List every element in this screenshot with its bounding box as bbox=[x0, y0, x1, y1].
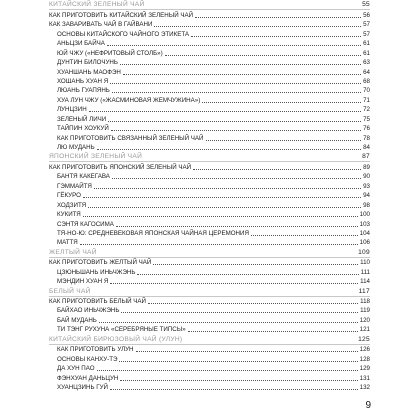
toc-entry-page: 89 bbox=[363, 163, 370, 171]
toc-entry-title: КАК ПРИГОТОВИТЬ СВЯЗАННЫЙ ЗЕЛЕНЫЙ ЧАЙ bbox=[57, 134, 204, 142]
toc-entry-title: КАК ЗАВАРИВАТЬ ЧАЙ В ГАЙВАНИ bbox=[49, 21, 153, 29]
toc-entry-title: ОСНОВЫ КИТАЙСКОГО ЧАЙНОГО ЭТИКЕТА bbox=[57, 30, 190, 38]
toc-entry-title: ТЯ-НО-Ю: СРЕДНЕВЕКОВАЯ ЯПОНСКАЯ ЧАЙНАЯ ЦЕРЕМОНИЯ bbox=[57, 229, 249, 237]
toc-entry[interactable] bbox=[49, 105, 370, 114]
page-number: 9 bbox=[365, 400, 371, 411]
toc-entry[interactable] bbox=[49, 306, 370, 315]
dot-leader bbox=[251, 235, 358, 236]
toc-entry-page: 120 bbox=[359, 316, 370, 324]
toc-entry-title: ГЭММАЙТЯ bbox=[57, 182, 92, 190]
dot-leader bbox=[116, 226, 358, 227]
toc-entry-title: КАК ПРИГОТОВИТЬ ЯПОНСКИЙ ЗЕЛЕНЫЙ ЧАЙ bbox=[49, 163, 192, 171]
table-of-contents bbox=[49, 0, 370, 392]
toc-entry-page: 84 bbox=[363, 144, 370, 151]
toc-entry-title: ХОШАНЬ ХУАН Я bbox=[57, 77, 109, 85]
toc-entry-title: КАК ПРИГОТОВИТЬ БЕЛЫЙ ЧАЙ bbox=[49, 298, 146, 305]
toc-entry[interactable] bbox=[49, 325, 370, 334]
dot-leader bbox=[191, 36, 361, 37]
toc-entry-title: МЭНДИН ХУАН Я bbox=[57, 278, 109, 286]
toc-entry[interactable] bbox=[49, 162, 370, 171]
dot-leader bbox=[188, 331, 358, 332]
toc-entry[interactable] bbox=[49, 219, 370, 228]
toc-entry-title: ЖЕЛТЫЙ ЧАЙ bbox=[49, 248, 97, 256]
toc-entry-page: 111 bbox=[360, 268, 370, 276]
toc-entry-page: 110 bbox=[360, 259, 370, 267]
toc-entry[interactable] bbox=[49, 373, 370, 382]
toc-entry[interactable] bbox=[49, 277, 370, 286]
toc-entry-page: 70 bbox=[363, 87, 370, 95]
toc-entry-title: БАНТЯ КАКЕГАВА bbox=[57, 173, 110, 181]
toc-entry-page: 55 bbox=[362, 1, 370, 9]
toc-entry-page: 63 bbox=[363, 59, 370, 67]
toc-entry[interactable] bbox=[49, 48, 370, 57]
toc-entry[interactable] bbox=[49, 345, 370, 354]
toc-entry[interactable] bbox=[49, 124, 370, 133]
toc-entry[interactable] bbox=[49, 20, 370, 29]
toc-entry-title: ЛУНЦЗИН bbox=[57, 106, 87, 114]
toc-entry-title: ЛЮ МУДАНЬ bbox=[57, 144, 95, 151]
toc-entry-page: 94 bbox=[363, 192, 370, 200]
toc-entry[interactable] bbox=[49, 29, 370, 38]
dot-leader bbox=[136, 351, 358, 352]
toc-entry[interactable] bbox=[49, 315, 370, 324]
toc-entry-title: ХУА ЛУН ЧЖУ («ЖАСМИНОВАЯ ЖЕМЧУЖИНА») bbox=[57, 96, 201, 104]
toc-entry-page: 56 bbox=[363, 11, 370, 19]
toc-entry-page: 128 bbox=[359, 355, 370, 363]
toc-entry-title: ТИ ТЭНГ РУХУНА «СЕРЕБРЯНЫЕ ТИПСЫ» bbox=[57, 326, 186, 334]
dot-leader bbox=[120, 380, 357, 381]
dot-leader bbox=[110, 389, 358, 390]
toc-entry-page: 71 bbox=[363, 96, 370, 104]
dot-leader bbox=[99, 322, 358, 323]
toc-entry-page: 76 bbox=[363, 125, 370, 133]
toc-entry-page: 131 bbox=[359, 374, 370, 382]
toc-entry-page: 78 bbox=[363, 134, 370, 142]
dot-leader bbox=[108, 121, 361, 122]
toc-entry-page: 98 bbox=[363, 201, 370, 209]
toc-entry-title: ОСНОВЫ КАНХУ-ТЭ bbox=[57, 355, 118, 363]
toc-entry-title: ХУАНШАНЬ МАОФЭН bbox=[57, 68, 121, 76]
toc-entry[interactable] bbox=[49, 238, 370, 247]
toc-entry-title: АНЬЦЗИ БАЙЧА bbox=[57, 40, 105, 48]
dot-leader bbox=[110, 283, 358, 284]
toc-entry-title: ФЭНХУАН ДАНЬЦУН bbox=[57, 374, 119, 382]
dot-leader bbox=[119, 361, 357, 362]
toc-entry-title: ДА ХУН ПАО bbox=[57, 365, 95, 373]
toc-entry-page: 100 bbox=[359, 211, 370, 219]
dot-leader bbox=[137, 274, 358, 275]
toc-entry[interactable] bbox=[49, 67, 370, 76]
toc-entry-title: БАЙХАО ИНЬЧЖЭНЬ bbox=[57, 307, 120, 315]
toc-entry[interactable] bbox=[49, 191, 370, 200]
toc-entry-title: ГЁКУРО bbox=[57, 192, 81, 200]
toc-entry[interactable] bbox=[49, 95, 370, 104]
toc-entry-page: 126 bbox=[359, 346, 370, 354]
toc-entry-title: КИТАЙСКИЙ ЗЕЛЕНЫЙ ЧАЙ bbox=[49, 1, 145, 9]
toc-entry-page: 64 bbox=[363, 68, 370, 76]
dot-leader bbox=[112, 92, 361, 93]
toc-entry[interactable] bbox=[49, 383, 370, 392]
toc-entry[interactable] bbox=[49, 210, 370, 219]
toc-entry[interactable] bbox=[49, 114, 370, 123]
toc-entry-title: БАЙ МУДАНЬ bbox=[57, 316, 97, 324]
dot-leader bbox=[202, 102, 361, 103]
dot-leader bbox=[153, 264, 358, 265]
toc-entry[interactable] bbox=[49, 364, 370, 373]
toc-entry[interactable] bbox=[49, 86, 370, 95]
toc-entry-page: 68 bbox=[363, 77, 370, 85]
dot-leader bbox=[154, 26, 361, 27]
toc-entry-title: ТАЙПИН ХОУКУЙ bbox=[57, 125, 109, 133]
toc-entry-page: 61 bbox=[363, 40, 370, 48]
toc-entry-title: КАК ПРИГОТОВИТЬ ЖЕЛТЫЙ ЧАЙ bbox=[49, 259, 152, 267]
dot-leader bbox=[107, 45, 361, 46]
toc-entry[interactable] bbox=[49, 39, 370, 48]
dot-leader bbox=[97, 370, 358, 371]
dot-leader bbox=[195, 17, 361, 18]
toc-entry-page: 90 bbox=[363, 173, 370, 181]
toc-section-heading[interactable] bbox=[49, 247, 370, 257]
toc-section-heading[interactable] bbox=[49, 152, 370, 162]
toc-entry-page: 132 bbox=[359, 383, 370, 391]
toc-entry-page: 106 bbox=[359, 239, 370, 247]
toc-entry-title: ДУНТИН БИЛОЧУНЬ bbox=[57, 59, 118, 67]
dot-leader bbox=[110, 83, 361, 84]
dot-leader bbox=[88, 207, 361, 208]
dot-leader bbox=[111, 130, 361, 131]
dot-leader bbox=[112, 178, 361, 179]
dot-leader bbox=[89, 111, 361, 112]
toc-entry-title: КИТАЙСКИЙ БИРЮЗОВЫЙ ЧАЙ (УЛУН) bbox=[49, 335, 183, 343]
toc-entry-page: 61 bbox=[363, 49, 370, 57]
toc-entry[interactable] bbox=[49, 77, 370, 86]
dot-leader bbox=[94, 188, 361, 189]
toc-entry[interactable] bbox=[49, 172, 370, 181]
toc-entry-title: ХУАНЦЗИНЬ ГУЙ bbox=[57, 383, 108, 391]
toc-entry-title: ЗЕЛЕНЫЙ ЛИЧИ bbox=[57, 115, 107, 123]
dot-leader bbox=[206, 140, 362, 141]
toc-entry-page: 93 bbox=[363, 182, 370, 190]
dot-leader bbox=[165, 55, 361, 56]
toc-entry-page: 57 bbox=[363, 30, 370, 38]
toc-entry-page: 121 bbox=[359, 326, 370, 334]
toc-entry-title: СЭНТЯ КАГОСИМА bbox=[57, 220, 114, 228]
toc-entry-page: 72 bbox=[363, 106, 370, 114]
toc-entry[interactable] bbox=[49, 58, 370, 67]
toc-section-heading[interactable] bbox=[49, 0, 370, 10]
toc-entry[interactable] bbox=[49, 181, 370, 190]
toc-entry[interactable] bbox=[49, 229, 370, 238]
toc-entry-page: 57 bbox=[363, 21, 370, 29]
toc-entry[interactable] bbox=[49, 297, 370, 306]
toc-entry-title: КАК ПРИГОТОВИТЬ КИТАЙСКИЙ ЗЕЛЕНЫЙ ЧАЙ bbox=[49, 11, 194, 19]
toc-entry-title: ЦЗЮНЬШАНЬ ИНЬЧЖЭНЬ bbox=[57, 268, 136, 276]
toc-entry-title: ХОДЗИТЯ bbox=[57, 201, 87, 209]
toc-entry-page: 118 bbox=[360, 298, 370, 305]
dot-leader bbox=[97, 149, 361, 150]
dot-leader bbox=[193, 169, 361, 170]
toc-entry[interactable] bbox=[49, 143, 370, 152]
toc-entry[interactable] bbox=[49, 133, 370, 142]
toc-entry-title: БЕЛЫЙ ЧАЙ bbox=[49, 287, 91, 295]
toc-entry-title: КАК ПРИГОТОВИТЬ УЛУН bbox=[57, 346, 134, 354]
toc-section-heading[interactable] bbox=[49, 286, 370, 296]
toc-entry-title: КУКИТЯ bbox=[57, 211, 81, 219]
toc-entry-page: 114 bbox=[360, 278, 370, 286]
toc-entry-page: 117 bbox=[358, 287, 370, 295]
toc-entry-page: 75 bbox=[363, 115, 370, 123]
toc-entry-page: 103 bbox=[359, 220, 370, 228]
toc-entry-page: 109 bbox=[358, 248, 370, 256]
dot-leader bbox=[83, 216, 358, 217]
dot-leader bbox=[148, 303, 358, 304]
toc-entry-title: МАТТЯ bbox=[57, 239, 78, 247]
toc-entry-title: ЛЮАНЬ ГУАПЯНЬ bbox=[57, 87, 110, 95]
dot-leader bbox=[80, 244, 358, 245]
toc-entry-title: ЯПОНСКИЙ ЗЕЛЕНЫЙ ЧАЙ bbox=[49, 153, 143, 161]
toc-entry-page: 125 bbox=[358, 335, 370, 343]
toc-section-heading[interactable] bbox=[49, 334, 370, 344]
toc-entry[interactable] bbox=[49, 200, 370, 209]
dot-leader bbox=[121, 312, 358, 313]
dot-leader bbox=[83, 197, 361, 198]
toc-entry-page: 87 bbox=[362, 153, 370, 161]
dot-leader bbox=[120, 64, 361, 65]
toc-entry[interactable] bbox=[49, 10, 370, 19]
toc-entry[interactable] bbox=[49, 258, 370, 267]
toc-entry-page: 119 bbox=[360, 307, 370, 315]
toc-entry[interactable] bbox=[49, 354, 370, 363]
dot-leader bbox=[123, 74, 361, 75]
toc-entry[interactable] bbox=[49, 267, 370, 276]
toc-entry-page: 129 bbox=[359, 365, 370, 373]
toc-entry-page: 104 bbox=[359, 229, 370, 237]
toc-entry-title: ЮЙ ЧЖУ («НЕФРИТОВЫЙ СТОЛБ») bbox=[57, 49, 163, 57]
